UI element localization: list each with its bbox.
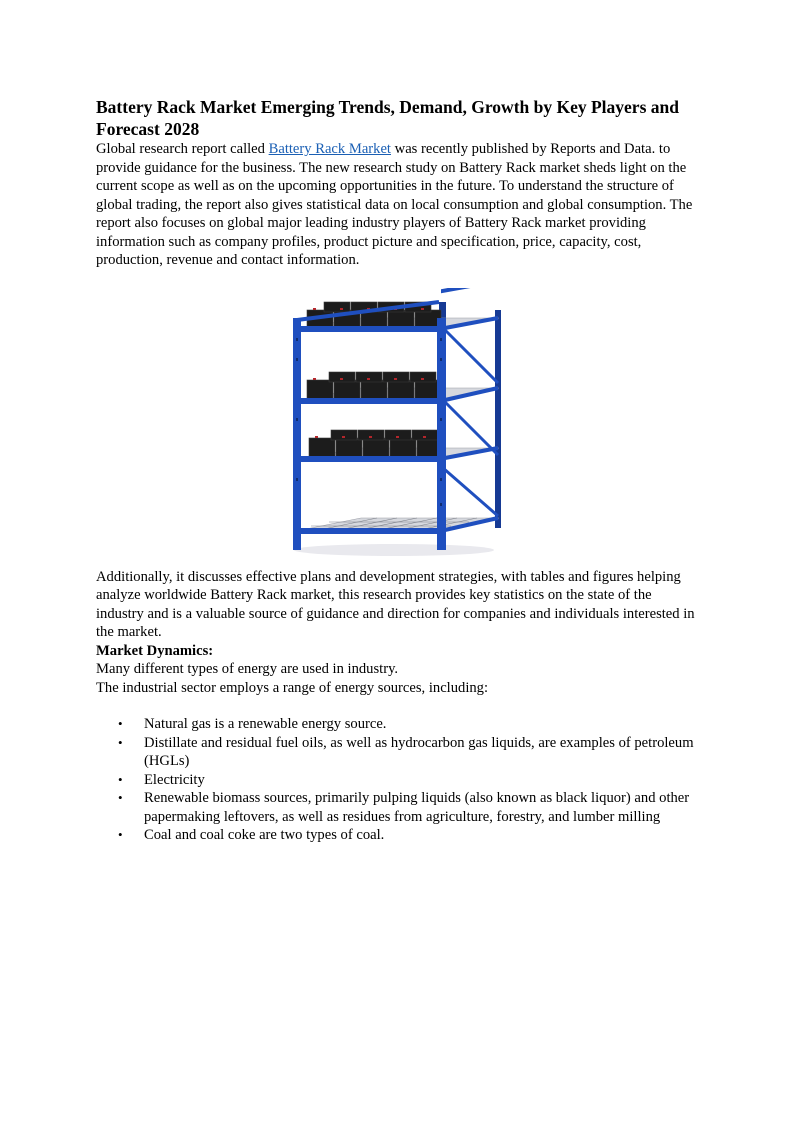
bullet-icon: • (118, 734, 123, 750)
energy-types-paragraph: Many different types of energy are used in industry. (96, 661, 399, 677)
battery-rack-market-link[interactable]: Battery Rack Market (268, 141, 391, 157)
list-item-text: Natural gas is a renewable energy source. (144, 716, 387, 732)
list-item (96, 715, 696, 734)
list-item (96, 734, 696, 771)
list-item (96, 771, 696, 790)
list-item-text: Renewable biomass sources, primarily pulping liquids (also known as black liquor) and other papermaking leftovers, as well as residues from agriculture, forestry, and lumber milling (144, 790, 690, 825)
bullet-icon: • (118, 716, 123, 731)
battery-rack-figure (96, 288, 696, 568)
intro-text-after-link: was recently published by Reports and Data. to provide guidance for the business. The new research study on Battery Rack market sheds light on the current scope as well as on the upcoming opportunities in the future. To understand the structure of global trading, the report also gives statistical data on local consumption and global consumption. The report also focuses on global major leading industry players of Battery Rack market providing information such as company profiles, product picture and specification, price, capacity, cost, production, revenue and contact information. (96, 141, 693, 268)
bullet-icon: • (118, 771, 123, 787)
battery-rack-image (289, 288, 503, 563)
energy-sources-paragraph: The industrial sector employs a range of energy sources, including: (96, 679, 489, 696)
list-item (96, 789, 696, 826)
list-item-text: Distillate and residual fuel oils, as well as hydrocarbon gas liquids, are examples of petroleum (HGLs) (144, 734, 694, 769)
list-item-text: Coal and coal coke are two types of coal. (144, 827, 385, 843)
bullet-icon: • (118, 827, 123, 842)
list-item (96, 826, 696, 845)
document-title: Battery Rack Market Emerging Trends, Demand, Growth by Key Players and Forecast 2028 (96, 97, 679, 139)
list-item-text: Electricity (144, 771, 205, 788)
intro-text-before-link: Global research report called (96, 141, 269, 157)
additional-paragraph: Additionally, it discusses effective plans and development strategies, with tables and figures helping analyze worldwide Battery Rack market, this research provides key statistics on the state of the industry and is a valuable source of guidance and direction for companies and individuals interested in the market. (96, 568, 695, 640)
intro-paragraph (96, 140, 696, 270)
bullet-icon: • (118, 790, 123, 805)
energy-sources-list (96, 715, 696, 845)
market-dynamics-heading: Market Dynamics: (96, 642, 214, 659)
document-page (96, 96, 696, 845)
